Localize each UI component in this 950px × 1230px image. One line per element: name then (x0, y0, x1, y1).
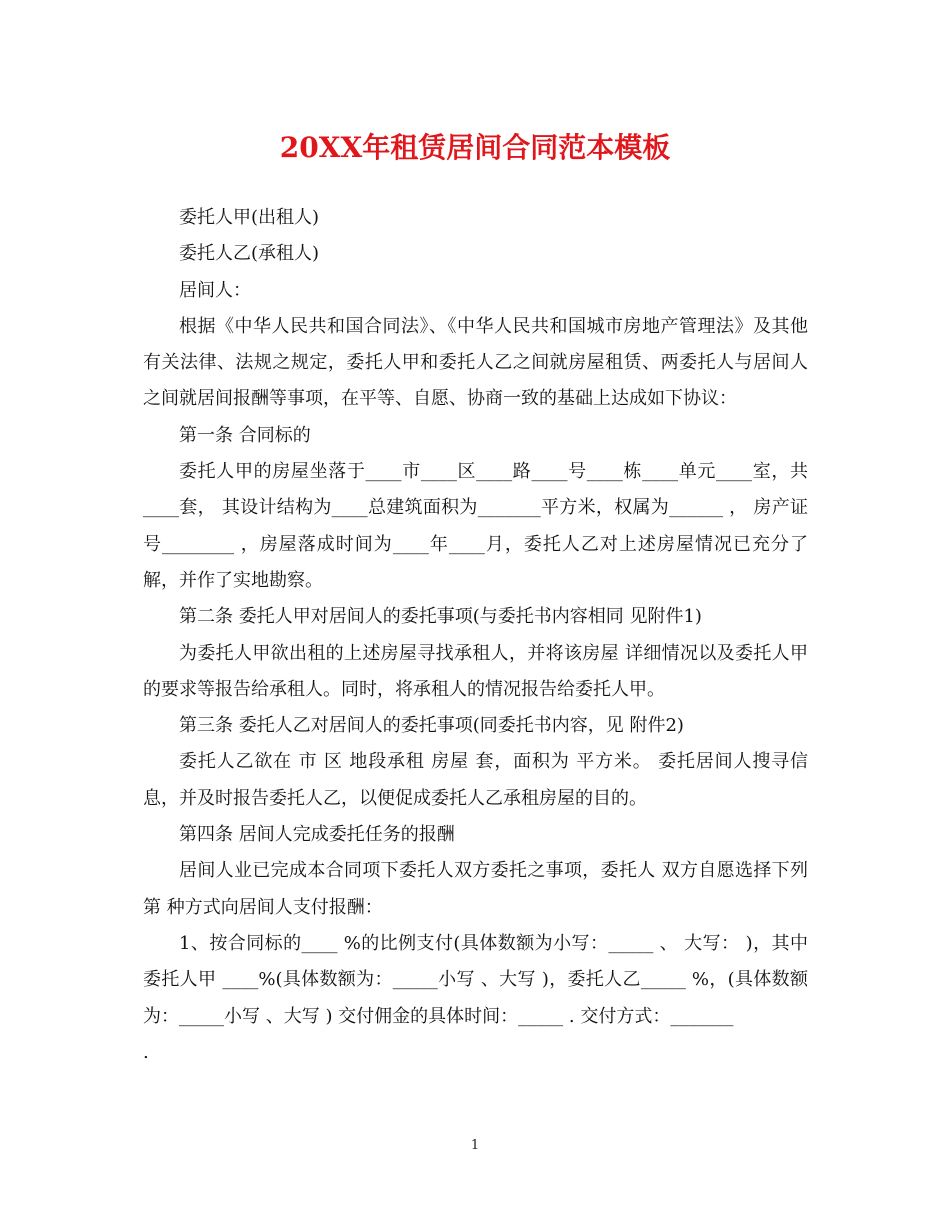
article-4-heading: 第四条 居间人完成委托任务的报酬 (179, 824, 455, 846)
article-2-heading: 第二条 委托人甲对居间人的委托事项(与委托书内容相同 见附件1) (179, 606, 702, 628)
document-body (143, 200, 808, 1071)
article-4-item-1: 1、按合同标的____ %的比例支付(具体数额为小写：_____ 、 大写： )，其中委托人甲 ____%(具体数额为：_____小写 、大写 )，委托人乙_____ %，(具体数额为：_____小写 、大写 ) 交付佣金的具体时间：_____ . 交付方式：_______ (143, 932, 808, 1027)
paragraph-preamble: 根据《中华人民共和国合同法》、《中华人民共和国城市房地产管理法》及其他有关法律、法规之规定，委托人甲和委托人乙之间就房屋租赁、两委托人与居间人之间就居间报酬等事项，在平等、自愿、协商一致的基础上达成如下协议： (143, 315, 808, 410)
article-4-body: 居间人业已完成本合同项下委托人双方委托之事项，委托人 双方自愿选择下列第 种方式向居间人支付报酬： (143, 860, 808, 918)
article-1-heading: 第一条 合同标的 (179, 424, 311, 446)
paragraph-intermediary: 居间人： (179, 279, 251, 301)
article-3-heading: 第三条 委托人乙对居间人的委托事项(同委托书内容，见 附件2) (179, 715, 684, 737)
document-title: 20XX年租赁居间合同范本模板 (279, 131, 671, 164)
page-number: 1 (470, 1138, 480, 1153)
paragraph-party-b: 委托人乙(承租人) (179, 243, 320, 265)
paragraph-party-a: 委托人甲(出租人) (179, 207, 320, 228)
article-1-body: 委托人甲的房屋坐落于____市____区____路____号____栋____单元____室，共____套， 其设计结构为____总建筑面积为_______平方米，权属为______ ， 房产证号________ ，房屋落成时间为____年____月，委托人乙对上述房屋情况已充分了解，并作了实地勘察。 (143, 461, 809, 591)
article-3-body: 委托人乙欲在 市 区 地段承租 房屋 套，面积为 平方米。 委托居间人搜寻信息，并及时报告委托人乙，以便促成委托人乙承租房屋的目的。 (143, 751, 808, 809)
article-2-body: 为委托人甲欲出租的上述房屋寻找承租人，并将该房屋 详细情况以及委托人甲的要求等报告给承租人。同时，将承租人的情况报告给委托人甲。 (143, 642, 808, 700)
trailing-mark: . (143, 1041, 149, 1063)
